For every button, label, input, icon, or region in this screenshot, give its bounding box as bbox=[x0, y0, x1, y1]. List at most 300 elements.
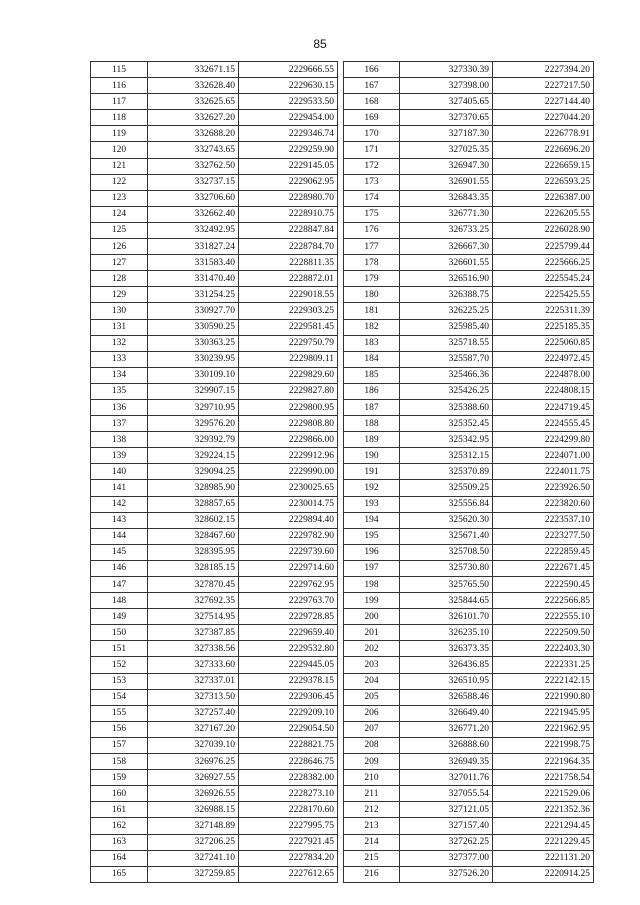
table-row bbox=[344, 432, 594, 448]
point-number-cell: 136 bbox=[91, 399, 148, 415]
point-number-cell: 147 bbox=[91, 577, 148, 593]
table-row bbox=[344, 222, 594, 238]
x-coordinate-cell: 325730.80 bbox=[400, 560, 493, 576]
point-number-cell: 143 bbox=[91, 512, 148, 528]
x-coordinate-cell: 327337.01 bbox=[148, 673, 239, 689]
y-coordinate-cell: 2229782.90 bbox=[239, 528, 338, 544]
y-coordinate-cell: 2227921.45 bbox=[239, 834, 338, 850]
point-number-cell: 129 bbox=[91, 287, 148, 303]
table-row bbox=[91, 786, 338, 802]
x-coordinate-cell: 325370.89 bbox=[400, 464, 493, 480]
point-number-cell: 119 bbox=[91, 126, 148, 142]
table-row bbox=[91, 448, 338, 464]
point-number-cell: 161 bbox=[91, 802, 148, 818]
table-row bbox=[91, 287, 338, 303]
y-coordinate-cell: 2224878.00 bbox=[493, 367, 594, 383]
y-coordinate-cell: 2228980.70 bbox=[239, 190, 338, 206]
point-number-cell: 126 bbox=[91, 239, 148, 255]
x-coordinate-cell: 332671.15 bbox=[148, 62, 239, 78]
x-coordinate-cell: 327025.35 bbox=[400, 142, 493, 158]
y-coordinate-cell: 2221945.95 bbox=[493, 705, 594, 721]
x-coordinate-cell: 330927.70 bbox=[148, 303, 239, 319]
table-row bbox=[91, 737, 338, 753]
point-number-cell: 160 bbox=[91, 786, 148, 802]
y-coordinate-cell: 2221964.35 bbox=[493, 754, 594, 770]
point-number-cell: 197 bbox=[344, 560, 400, 576]
x-coordinate-cell: 331470.40 bbox=[148, 271, 239, 287]
x-coordinate-cell: 329094.25 bbox=[148, 464, 239, 480]
x-coordinate-cell: 329224.15 bbox=[148, 448, 239, 464]
y-coordinate-cell: 2224972.45 bbox=[493, 351, 594, 367]
point-number-cell: 121 bbox=[91, 158, 148, 174]
x-coordinate-cell: 325985.40 bbox=[400, 319, 493, 335]
y-coordinate-cell: 2222671.45 bbox=[493, 560, 594, 576]
table-row bbox=[91, 319, 338, 335]
point-number-cell: 155 bbox=[91, 705, 148, 721]
x-coordinate-cell: 327121.05 bbox=[400, 802, 493, 818]
point-number-cell: 138 bbox=[91, 432, 148, 448]
point-number-cell: 125 bbox=[91, 222, 148, 238]
table-row bbox=[91, 673, 338, 689]
y-coordinate-cell: 2229532.80 bbox=[239, 641, 338, 657]
table-row bbox=[344, 721, 594, 737]
x-coordinate-cell: 327039.10 bbox=[148, 737, 239, 753]
point-number-cell: 174 bbox=[344, 190, 400, 206]
x-coordinate-cell: 327398.00 bbox=[400, 78, 493, 94]
table-row bbox=[344, 351, 594, 367]
x-coordinate-cell: 331827.24 bbox=[148, 239, 239, 255]
y-coordinate-cell: 2221758.54 bbox=[493, 770, 594, 786]
x-coordinate-cell: 326436.85 bbox=[400, 657, 493, 673]
table-row bbox=[344, 335, 594, 351]
y-coordinate-cell: 2228847.84 bbox=[239, 222, 338, 238]
table-row bbox=[91, 255, 338, 271]
y-coordinate-cell: 2229827.80 bbox=[239, 383, 338, 399]
y-coordinate-cell: 2225185.35 bbox=[493, 319, 594, 335]
table-row bbox=[91, 689, 338, 705]
y-coordinate-cell: 2229630.15 bbox=[239, 78, 338, 94]
point-number-cell: 172 bbox=[344, 158, 400, 174]
table-row bbox=[344, 850, 594, 866]
x-coordinate-cell: 326373.35 bbox=[400, 641, 493, 657]
x-coordinate-cell: 326510.95 bbox=[400, 673, 493, 689]
y-coordinate-cell: 2226696.20 bbox=[493, 142, 594, 158]
table-row bbox=[344, 496, 594, 512]
y-coordinate-cell: 2224011.75 bbox=[493, 464, 594, 480]
x-coordinate-cell: 327187.30 bbox=[400, 126, 493, 142]
table-row bbox=[344, 399, 594, 415]
y-coordinate-cell: 2221131.20 bbox=[493, 850, 594, 866]
point-number-cell: 158 bbox=[91, 754, 148, 770]
point-number-cell: 163 bbox=[91, 834, 148, 850]
y-coordinate-cell: 2221998.75 bbox=[493, 737, 594, 753]
x-coordinate-cell: 327338.56 bbox=[148, 641, 239, 657]
x-coordinate-cell: 326601.55 bbox=[400, 255, 493, 271]
table-row bbox=[344, 512, 594, 528]
point-number-cell: 199 bbox=[344, 593, 400, 609]
point-number-cell: 198 bbox=[344, 577, 400, 593]
y-coordinate-cell: 2229666.55 bbox=[239, 62, 338, 78]
table-row bbox=[344, 190, 594, 206]
x-coordinate-cell: 326516.90 bbox=[400, 271, 493, 287]
table-row bbox=[344, 367, 594, 383]
table-row bbox=[344, 657, 594, 673]
x-coordinate-cell: 326988.15 bbox=[148, 802, 239, 818]
point-number-cell: 153 bbox=[91, 673, 148, 689]
point-number-cell: 211 bbox=[344, 786, 400, 802]
table-row bbox=[91, 271, 338, 287]
table-row bbox=[91, 560, 338, 576]
y-coordinate-cell: 2226659.15 bbox=[493, 158, 594, 174]
x-coordinate-cell: 330363.25 bbox=[148, 335, 239, 351]
point-number-cell: 128 bbox=[91, 271, 148, 287]
y-coordinate-cell: 2229054.50 bbox=[239, 721, 338, 737]
y-coordinate-cell: 2228821.75 bbox=[239, 737, 338, 753]
y-coordinate-cell: 2222509.50 bbox=[493, 625, 594, 641]
y-coordinate-cell: 2224808.15 bbox=[493, 383, 594, 399]
table-row bbox=[91, 480, 338, 496]
point-number-cell: 196 bbox=[344, 544, 400, 560]
y-coordinate-cell: 2227394.20 bbox=[493, 62, 594, 78]
y-coordinate-cell: 2229259.90 bbox=[239, 142, 338, 158]
table-row bbox=[344, 786, 594, 802]
table-row bbox=[91, 303, 338, 319]
y-coordinate-cell: 2229714.60 bbox=[239, 560, 338, 576]
y-coordinate-cell: 2228273.10 bbox=[239, 786, 338, 802]
x-coordinate-cell: 327870.45 bbox=[148, 577, 239, 593]
y-coordinate-cell: 2221229.45 bbox=[493, 834, 594, 850]
x-coordinate-cell: 332688.20 bbox=[148, 126, 239, 142]
y-coordinate-cell: 2223820.60 bbox=[493, 496, 594, 512]
point-number-cell: 173 bbox=[344, 174, 400, 190]
point-number-cell: 202 bbox=[344, 641, 400, 657]
y-coordinate-cell: 2229739.60 bbox=[239, 544, 338, 560]
table-row bbox=[344, 673, 594, 689]
table-row bbox=[91, 721, 338, 737]
point-number-cell: 212 bbox=[344, 802, 400, 818]
point-number-cell: 137 bbox=[91, 416, 148, 432]
table-row bbox=[91, 94, 338, 110]
x-coordinate-cell: 332743.65 bbox=[148, 142, 239, 158]
table-row bbox=[91, 850, 338, 866]
point-number-cell: 169 bbox=[344, 110, 400, 126]
point-number-cell: 141 bbox=[91, 480, 148, 496]
point-number-cell: 187 bbox=[344, 399, 400, 415]
y-coordinate-cell: 2227144.40 bbox=[493, 94, 594, 110]
x-coordinate-cell: 325587.70 bbox=[400, 351, 493, 367]
y-coordinate-cell: 2229762.95 bbox=[239, 577, 338, 593]
table-row bbox=[91, 222, 338, 238]
point-number-cell: 195 bbox=[344, 528, 400, 544]
table-row bbox=[344, 383, 594, 399]
x-coordinate-cell: 326771.30 bbox=[400, 206, 493, 222]
x-coordinate-cell: 327011.76 bbox=[400, 770, 493, 786]
y-coordinate-cell: 2222142.15 bbox=[493, 673, 594, 689]
x-coordinate-cell: 326927.55 bbox=[148, 770, 239, 786]
x-coordinate-cell: 327370.65 bbox=[400, 110, 493, 126]
x-coordinate-cell: 332706.60 bbox=[148, 190, 239, 206]
x-coordinate-cell: 327330.39 bbox=[400, 62, 493, 78]
point-number-cell: 164 bbox=[91, 850, 148, 866]
table-row bbox=[91, 496, 338, 512]
point-number-cell: 140 bbox=[91, 464, 148, 480]
y-coordinate-cell: 2225425.55 bbox=[493, 287, 594, 303]
point-number-cell: 177 bbox=[344, 239, 400, 255]
table-row bbox=[344, 319, 594, 335]
point-number-cell: 213 bbox=[344, 818, 400, 834]
y-coordinate-cell: 2229306.45 bbox=[239, 689, 338, 705]
point-number-cell: 182 bbox=[344, 319, 400, 335]
y-coordinate-cell: 2221990.80 bbox=[493, 689, 594, 705]
table-row bbox=[344, 239, 594, 255]
point-number-cell: 186 bbox=[344, 383, 400, 399]
x-coordinate-cell: 327313.50 bbox=[148, 689, 239, 705]
page-number: 85 bbox=[313, 37, 327, 51]
y-coordinate-cell: 2223926.50 bbox=[493, 480, 594, 496]
point-number-cell: 123 bbox=[91, 190, 148, 206]
y-coordinate-cell: 2224719.45 bbox=[493, 399, 594, 415]
x-coordinate-cell: 325466.36 bbox=[400, 367, 493, 383]
table-row bbox=[344, 158, 594, 174]
y-coordinate-cell: 2224299.80 bbox=[493, 432, 594, 448]
point-number-cell: 124 bbox=[91, 206, 148, 222]
table-row bbox=[91, 399, 338, 415]
point-number-cell: 131 bbox=[91, 319, 148, 335]
table-row bbox=[344, 705, 594, 721]
y-coordinate-cell: 2229809.11 bbox=[239, 351, 338, 367]
table-row bbox=[91, 625, 338, 641]
x-coordinate-cell: 326225.25 bbox=[400, 303, 493, 319]
point-number-cell: 139 bbox=[91, 448, 148, 464]
y-coordinate-cell: 2229378.15 bbox=[239, 673, 338, 689]
x-coordinate-cell: 326733.25 bbox=[400, 222, 493, 238]
table-row bbox=[91, 593, 338, 609]
table-row bbox=[344, 560, 594, 576]
table-row bbox=[91, 351, 338, 367]
point-number-cell: 133 bbox=[91, 351, 148, 367]
y-coordinate-cell: 2221352.36 bbox=[493, 802, 594, 818]
x-coordinate-cell: 325718.55 bbox=[400, 335, 493, 351]
table-row bbox=[344, 609, 594, 625]
x-coordinate-cell: 325388.60 bbox=[400, 399, 493, 415]
x-coordinate-cell: 325426.25 bbox=[400, 383, 493, 399]
y-coordinate-cell: 2229659.40 bbox=[239, 625, 338, 641]
point-number-cell: 194 bbox=[344, 512, 400, 528]
x-coordinate-cell: 332625.65 bbox=[148, 94, 239, 110]
table-row bbox=[91, 528, 338, 544]
x-coordinate-cell: 327387.85 bbox=[148, 625, 239, 641]
table-row bbox=[344, 142, 594, 158]
point-number-cell: 134 bbox=[91, 367, 148, 383]
x-coordinate-cell: 325844.65 bbox=[400, 593, 493, 609]
point-number-cell: 190 bbox=[344, 448, 400, 464]
y-coordinate-cell: 2227612.65 bbox=[239, 866, 338, 882]
y-coordinate-cell: 2224555.45 bbox=[493, 416, 594, 432]
point-number-cell: 166 bbox=[344, 62, 400, 78]
y-coordinate-cell: 2229800.95 bbox=[239, 399, 338, 415]
table-row bbox=[344, 126, 594, 142]
point-number-cell: 214 bbox=[344, 834, 400, 850]
point-number-cell: 157 bbox=[91, 737, 148, 753]
y-coordinate-cell: 2221962.95 bbox=[493, 721, 594, 737]
point-number-cell: 191 bbox=[344, 464, 400, 480]
point-number-cell: 117 bbox=[91, 94, 148, 110]
point-number-cell: 207 bbox=[344, 721, 400, 737]
table-row bbox=[91, 78, 338, 94]
x-coordinate-cell: 327257.40 bbox=[148, 705, 239, 721]
x-coordinate-cell: 325342.95 bbox=[400, 432, 493, 448]
x-coordinate-cell: 327157.40 bbox=[400, 818, 493, 834]
x-coordinate-cell: 332492.95 bbox=[148, 222, 239, 238]
table-row bbox=[344, 110, 594, 126]
point-number-cell: 118 bbox=[91, 110, 148, 126]
y-coordinate-cell: 2228170.60 bbox=[239, 802, 338, 818]
table-row bbox=[91, 834, 338, 850]
point-number-cell: 170 bbox=[344, 126, 400, 142]
table-row bbox=[344, 78, 594, 94]
table-row bbox=[344, 737, 594, 753]
y-coordinate-cell: 2229533.50 bbox=[239, 94, 338, 110]
point-number-cell: 116 bbox=[91, 78, 148, 94]
x-coordinate-cell: 325509.25 bbox=[400, 480, 493, 496]
y-coordinate-cell: 2224071.00 bbox=[493, 448, 594, 464]
y-coordinate-cell: 2229990.00 bbox=[239, 464, 338, 480]
y-coordinate-cell: 2222403.30 bbox=[493, 641, 594, 657]
x-coordinate-cell: 328395.95 bbox=[148, 544, 239, 560]
y-coordinate-cell: 2227834.20 bbox=[239, 850, 338, 866]
point-number-cell: 215 bbox=[344, 850, 400, 866]
table-row bbox=[91, 174, 338, 190]
x-coordinate-cell: 326926.55 bbox=[148, 786, 239, 802]
table-row bbox=[344, 303, 594, 319]
x-coordinate-cell: 327692.35 bbox=[148, 593, 239, 609]
coordinates-table-left bbox=[90, 61, 338, 883]
point-number-cell: 200 bbox=[344, 609, 400, 625]
table-row bbox=[344, 866, 594, 882]
point-number-cell: 184 bbox=[344, 351, 400, 367]
table-row bbox=[91, 142, 338, 158]
point-number-cell: 159 bbox=[91, 770, 148, 786]
x-coordinate-cell: 326843.35 bbox=[400, 190, 493, 206]
x-coordinate-cell: 326901.55 bbox=[400, 174, 493, 190]
y-coordinate-cell: 2226387.00 bbox=[493, 190, 594, 206]
table-row bbox=[91, 609, 338, 625]
y-coordinate-cell: 2222590.45 bbox=[493, 577, 594, 593]
table-row bbox=[91, 512, 338, 528]
y-coordinate-cell: 2229894.40 bbox=[239, 512, 338, 528]
table-row bbox=[91, 770, 338, 786]
table-row bbox=[344, 770, 594, 786]
table-row bbox=[91, 754, 338, 770]
table-row bbox=[344, 593, 594, 609]
y-coordinate-cell: 2229763.70 bbox=[239, 593, 338, 609]
point-number-cell: 176 bbox=[344, 222, 400, 238]
table-row bbox=[344, 802, 594, 818]
x-coordinate-cell: 326667.30 bbox=[400, 239, 493, 255]
x-coordinate-cell: 325312.15 bbox=[400, 448, 493, 464]
y-coordinate-cell: 2228811.35 bbox=[239, 255, 338, 271]
point-number-cell: 146 bbox=[91, 560, 148, 576]
y-coordinate-cell: 2225666.25 bbox=[493, 255, 594, 271]
point-number-cell: 206 bbox=[344, 705, 400, 721]
x-coordinate-cell: 326101.70 bbox=[400, 609, 493, 625]
table-row bbox=[344, 94, 594, 110]
y-coordinate-cell: 2226205.55 bbox=[493, 206, 594, 222]
y-coordinate-cell: 2221529.06 bbox=[493, 786, 594, 802]
table-row bbox=[344, 174, 594, 190]
x-coordinate-cell: 332627.20 bbox=[148, 110, 239, 126]
x-coordinate-cell: 327241.10 bbox=[148, 850, 239, 866]
y-coordinate-cell: 2229829.60 bbox=[239, 367, 338, 383]
x-coordinate-cell: 325765.50 bbox=[400, 577, 493, 593]
point-number-cell: 205 bbox=[344, 689, 400, 705]
table-row bbox=[91, 416, 338, 432]
table-row bbox=[344, 689, 594, 705]
table-row bbox=[91, 335, 338, 351]
table-row bbox=[344, 641, 594, 657]
point-number-cell: 120 bbox=[91, 142, 148, 158]
point-number-cell: 189 bbox=[344, 432, 400, 448]
x-coordinate-cell: 326588.46 bbox=[400, 689, 493, 705]
x-coordinate-cell: 326235.10 bbox=[400, 625, 493, 641]
y-coordinate-cell: 2228382.00 bbox=[239, 770, 338, 786]
x-coordinate-cell: 328985.90 bbox=[148, 480, 239, 496]
y-coordinate-cell: 2223277.50 bbox=[493, 528, 594, 544]
y-coordinate-cell: 2228784.70 bbox=[239, 239, 338, 255]
y-coordinate-cell: 2229912.96 bbox=[239, 448, 338, 464]
x-coordinate-cell: 327377.00 bbox=[400, 850, 493, 866]
x-coordinate-cell: 326771.20 bbox=[400, 721, 493, 737]
point-number-cell: 209 bbox=[344, 754, 400, 770]
y-coordinate-cell: 2225799.44 bbox=[493, 239, 594, 255]
x-coordinate-cell: 326888.60 bbox=[400, 737, 493, 753]
table-row bbox=[344, 818, 594, 834]
y-coordinate-cell: 2227995.75 bbox=[239, 818, 338, 834]
point-number-cell: 180 bbox=[344, 287, 400, 303]
x-coordinate-cell: 327526.20 bbox=[400, 866, 493, 882]
x-coordinate-cell: 330239.95 bbox=[148, 351, 239, 367]
x-coordinate-cell: 327405.65 bbox=[400, 94, 493, 110]
table-row bbox=[91, 367, 338, 383]
table-row bbox=[91, 641, 338, 657]
y-coordinate-cell: 2225545.24 bbox=[493, 271, 594, 287]
point-number-cell: 115 bbox=[91, 62, 148, 78]
y-coordinate-cell: 2222331.25 bbox=[493, 657, 594, 673]
point-number-cell: 132 bbox=[91, 335, 148, 351]
table-row bbox=[91, 190, 338, 206]
point-number-cell: 192 bbox=[344, 480, 400, 496]
point-number-cell: 181 bbox=[344, 303, 400, 319]
point-number-cell: 203 bbox=[344, 657, 400, 673]
point-number-cell: 179 bbox=[344, 271, 400, 287]
x-coordinate-cell: 325352.45 bbox=[400, 416, 493, 432]
y-coordinate-cell: 2226028.90 bbox=[493, 222, 594, 238]
point-number-cell: 135 bbox=[91, 383, 148, 399]
point-number-cell: 165 bbox=[91, 866, 148, 882]
table-row bbox=[91, 158, 338, 174]
x-coordinate-cell: 332628.40 bbox=[148, 78, 239, 94]
x-coordinate-cell: 331254.25 bbox=[148, 287, 239, 303]
x-coordinate-cell: 329710.95 bbox=[148, 399, 239, 415]
y-coordinate-cell: 2220914.25 bbox=[493, 866, 594, 882]
x-coordinate-cell: 332762.50 bbox=[148, 158, 239, 174]
table-row bbox=[344, 206, 594, 222]
coordinates-table-right bbox=[343, 61, 594, 883]
table-row bbox=[91, 818, 338, 834]
point-number-cell: 185 bbox=[344, 367, 400, 383]
point-number-cell: 130 bbox=[91, 303, 148, 319]
x-coordinate-cell: 327206.25 bbox=[148, 834, 239, 850]
